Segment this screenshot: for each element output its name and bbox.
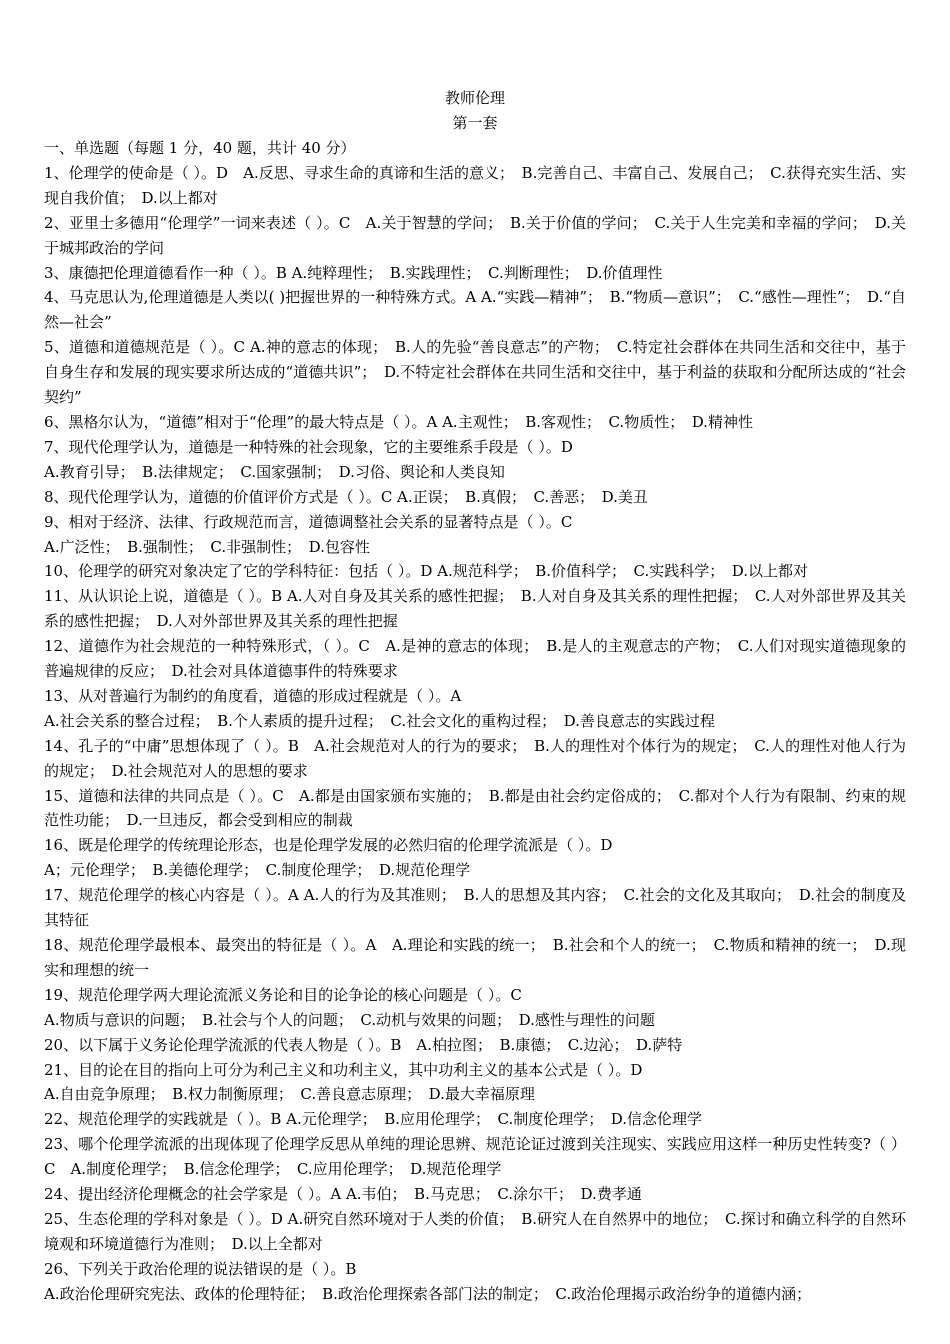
question-text: 7、现代伦理学认为，道德是一种特殊的社会现象，它的主要维系手段是（ ）。D [44, 437, 573, 456]
question-options: A.物质与意识的问题； B.社会与个人的问题； C.动机与效果的问题； D.感性与理性的问题 [44, 1010, 655, 1029]
question-text: 8、现代伦理学认为，道德的价值评价方式是（ ）。C A.正误； B.真假； C.善恶； D.美丑 [44, 487, 648, 506]
question-options: A；元伦理学； B.美德伦理学； C.制度伦理学； D.规范伦理学 [44, 861, 471, 880]
question-options: A.广泛性； B.强制性； C.非强制性； D.包容性 [44, 537, 370, 556]
question-list [44, 161, 906, 1307]
question-text: 11、从认识论上说，道德是（ ）。B A.人对自身及其关系的感性把握； B.人对自身及其关系的理性把握； C.人对外部世界及其关系的感性把握； D.人对外部世界及其关系的理性把握 [44, 587, 906, 631]
question-text: 22、规范伦理学的实践就是（ ）。B A.元伦理学； B.应用伦理学； C.制度伦理学； D.信念伦理学 [44, 1110, 703, 1129]
question-options: A.政治伦理研究宪法、政体的伦理特征； B.政治伦理探索各部门法的制定； C.政治伦理揭示政治纷争的道德内涵； [44, 1284, 812, 1303]
question-text: 15、道德和法律的共同点是（ ）。C A.都是由国家颁布实施的； B.都是由社会约定俗成的； C.都对个人行为有限制、约束的规范性功能； D.一旦违反，都会受到相应的制裁 [44, 786, 906, 830]
question-text: 4、马克思认为,伦理道德是人类以( )把握世界的一种特殊方式。A A.“实践—精神”； B.“物质—意识”； C.“感性—理性”； D.“自然—社会” [44, 288, 906, 332]
question-text: 21、目的论在目的指向上可分为利己主义和功利主义，其中功利主义的基本公式是（ ）。D [44, 1060, 643, 1079]
question-text: 3、康德把伦理道德看作一种（ ）。B A.纯粹理性； B.实践理性； C.判断理性； D.价值理性 [44, 263, 663, 282]
document-page [44, 86, 906, 1307]
question-text: 25、生态伦理的学科对象是（ ）。D A.研究自然环境对于人类的价值； B.研究人在自然界中的地位； C.探讨和确立科学的自然环境观和环境道德行为准则； D.以上全都对 [44, 1209, 906, 1253]
question-text: 1、伦理学的使命是（ ）。D A.反思、寻求生命的真谛和生活的意义； B.完善自己、丰富自己、发展自己； C.获得充实生活、实现自我价值； D.以上都对 [44, 163, 906, 207]
question-text: 17、规范伦理学的核心内容是（ ）。A A.人的行为及其准则； B.人的思想及其内容； C.社会的文化及其取向； D.社会的制度及其特征 [44, 886, 906, 930]
question-text: 9、相对于经济、法律、行政规范而言，道德调整社会关系的显著特点是（ ）。C [44, 512, 573, 531]
question-text: 18、规范伦理学最根本、最突出的特征是（ ）。A A.理论和实践的统一； B.社会和个人的统一； C.物质和精神的统一； D.现实和理想的统一 [44, 936, 906, 979]
question-text: 26、下列关于政治伦理的说法错误的是（ ）。B [44, 1259, 357, 1278]
question-text: 5、道德和道德规范是（ ）。C A.神的意志的体现； B.人的先验“善良意志”的产物； C.特定社会群体在共同生活和交往中，基于自身生存和发展的现实要求所达成的“道德共识”； D.不特定社会群体在共同生活和交往中，基于利益的获取和分配所达成的“社会契约” [44, 338, 906, 407]
question-text: 10、伦理学的研究对象决定了它的学科特征：包括（ ）。D A.规范科学； B.价值科学； C.实践科学； D.以上都对 [44, 562, 809, 581]
question-text: 2、亚里士多德用“伦理学”一词来表述（ ）。C A.关于智慧的学问； B.关于价值的学问； C.关于人生完美和幸福的学问； D.关于城邦政治的学问 [44, 213, 906, 257]
section-heading: 一、单选题（每题 1 分，40 题，共计 40 分） [44, 139, 356, 157]
question-options: A.自由竞争原理； B.权力制衡原理； C.善良意志原理； D.最大幸福原理 [44, 1085, 535, 1104]
question-text: 24、提出经济伦理概念的社会学家是（ ）。A A.韦伯； B.马克思； C.涂尔干； D.费孝通 [44, 1185, 642, 1204]
document-subtitle: 第一套 [452, 114, 498, 132]
question-text: 13、从对普遍行为制约的角度看，道德的形成过程就是（ ）。A [44, 686, 462, 705]
question-options: A.教育引导； B.法律规定； C.国家强制； D.习俗、舆论和人类良知 [44, 462, 505, 481]
question-text: 6、黑格尔认为，“道德”相对于“伦理”的最大特点是（ ）。A A.主观性； B.客观性； C.物质性； D.精神性 [44, 412, 753, 431]
question-options: A.社会关系的整合过程； B.个人素质的提升过程； C.社会文化的重构过程； D.善良意志的实践过程 [44, 711, 715, 730]
question-text: 19、规范伦理学两大理论流派义务论和目的论争论的核心问题是（ ）。C [44, 985, 522, 1004]
question-text: 12、道德作为社会规范的一种特殊形式，（ ）。C A.是神的意志的体现； B.是人的主观意志的产物； C.人们对现实道德现象的普遍规律的反应； D.社会对具体道德事件的特殊要求 [44, 637, 906, 681]
question-text: 14、孔子的“中庸”思想体现了（ ）。B A.社会规范对人的行为的要求； B.人的理性对个体行为的规定； C.人的理性对他人行为的规定； D.社会规范对人的思想的要求 [44, 736, 906, 780]
document-title: 教师伦理 [444, 89, 505, 107]
question-text: 20、以下属于义务论伦理学流派的代表人物是（ ）。B A.柏拉图； B.康德； C.边沁； D.萨特 [44, 1035, 683, 1054]
question-text: 23、哪个伦理学流派的出现体现了伦理学反思从单纯的理论思辨、规范论证过渡到关注现实、实践应用这样一种历史性转变?（ ）C A.制度伦理学； B.信念伦理学； C.应用伦理学； D.规范伦理学 [44, 1135, 906, 1179]
question-text: 16、既是伦理学的传统理论形态，也是伦理学发展的必然归宿的伦理学流派是（ ）。D [44, 836, 613, 855]
